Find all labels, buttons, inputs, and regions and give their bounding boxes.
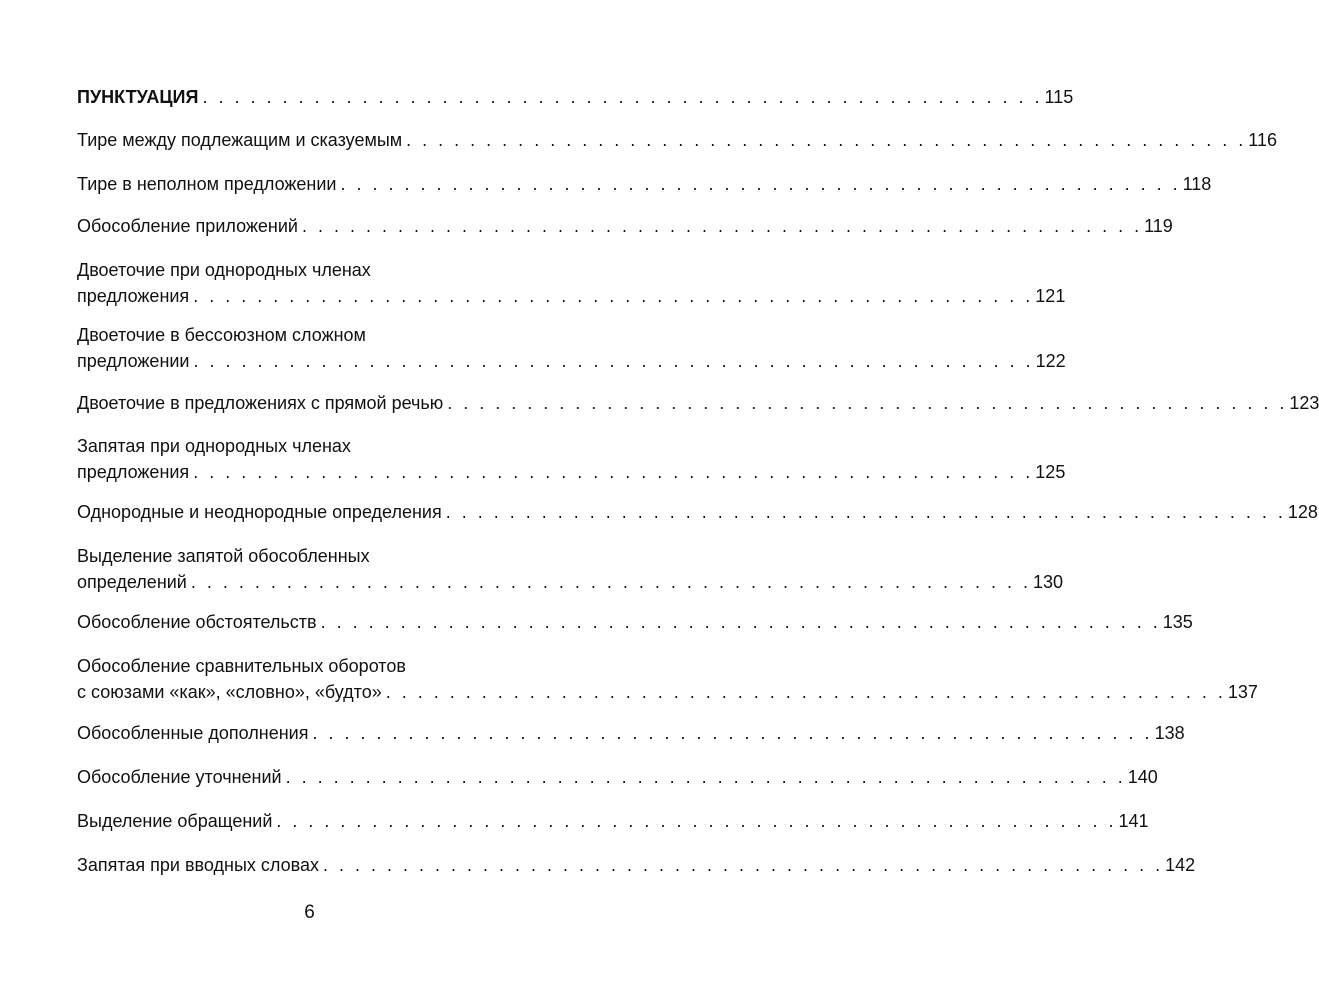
toc-entry [77,257,1066,309]
toc-entry-page-number: 118 [1182,174,1212,194]
toc-entry [77,213,1173,239]
toc-entry-title-line: Выделение запятой обособленных [77,546,370,566]
dot-leader: . . . . . . . . . . . . . . . . . . . . . . . . . . . . . . . . . . . . . . . . . . . . . . . . . . . . . [320,612,1161,632]
dot-leader: . . . . . . . . . . . . . . . . . . . . . . . . . . . . . . . . . . . . . . . . . . . . . . . . . . . . . [340,174,1181,194]
toc-entry-page-number: 123 [1289,393,1319,413]
toc-entry [77,653,1258,705]
toc-entry-title: Выделение обращений [77,811,273,831]
toc-entry [77,808,1149,834]
toc-entry-page-number: 130 [1032,572,1064,592]
toc-entry-title: предложения [77,462,190,482]
toc-entry-title: ПУНКТУАЦИЯ [77,87,199,107]
toc-entry-title-line: Обособление сравнительных оборотов [77,656,406,676]
toc-entry-title: Запятая при вводных словах [77,855,319,875]
toc-entry-title-line: Двоеточие при однородных членах [77,260,371,280]
toc-entry-page-number: 125 [1035,462,1066,482]
dot-leader: . . . . . . . . . . . . . . . . . . . . . . . . . . . . . . . . . . . . . . . . . . . . . . . . . . . . . [385,682,1226,702]
toc-entry [77,499,1318,525]
dot-leader: . . . . . . . . . . . . . . . . . . . . . . . . . . . . . . . . . . . . . . . . . . . . . . . . . . . . . [193,462,1034,482]
toc-entry-title-line: Двоеточие в бессоюзном сложном [77,325,366,345]
toc-entry-title: определений [77,572,187,592]
dot-leader: . . . . . . . . . . . . . . . . . . . . . . . . . . . . . . . . . . . . . . . . . . . . . . . . . . . . . [193,286,1034,306]
toc-entry [77,609,1193,635]
toc-entry-page-number: 115 [1044,87,1074,107]
dot-leader: . . . . . . . . . . . . . . . . . . . . . . . . . . . . . . . . . . . . . . . . . . . . . . . . . . . . . [445,502,1286,522]
toc-entry-title: Обособленные дополнения [77,723,309,743]
toc-entry-title: Обособление обстоятельств [77,612,317,632]
dot-leader: . . . . . . . . . . . . . . . . . . . . . . . . . . . . . . . . . . . . . . . . . . . . . . . . . . . . . [406,130,1247,150]
toc-entry [77,433,1066,485]
toc-entry-title: Однородные и неоднородные определения [77,502,442,522]
toc-entry-title: Тире между подлежащим и сказуемым [77,130,403,150]
toc-entry-title: предложении [77,351,190,371]
toc-entry [77,764,1158,790]
toc-entry [77,720,1185,746]
toc-entry-page-number: 116 [1248,130,1277,150]
dot-leader: . . . . . . . . . . . . . . . . . . . . . . . . . . . . . . . . . . . . . . . . . . . . . . . . . . . . . [447,393,1288,413]
toc-entry-title: Двоеточие в предложениях с прямой речью [77,393,444,413]
toc-entry [77,852,1196,878]
dot-leader: . . . . . . . . . . . . . . . . . . . . . . . . . . . . . . . . . . . . . . . . . . . . . . . . . . . . . [301,216,1143,236]
toc-entry-page-number: 122 [1035,351,1066,371]
toc-section-heading [77,84,1074,110]
toc-entry-page-number: 141 [1118,811,1149,831]
toc-entry-title: Обособление уточнений [77,767,282,787]
toc-entry [77,322,1066,374]
toc-entry-page-number: 128 [1287,502,1318,522]
toc-entry-title: с союзами «как», «словно», «будто» [77,682,382,702]
dot-leader: . . . . . . . . . . . . . . . . . . . . . . . . . . . . . . . . . . . . . . . . . . . . . . . . . . . . . [285,767,1126,787]
dot-leader: . . . . . . . . . . . . . . . . . . . . . . . . . . . . . . . . . . . . . . . . . . . . . . . . . . . . . [323,855,1164,875]
toc-entry-title-line: Запятая при однородных членах [77,436,351,456]
toc-entry-title: Тире в неполном предложении [77,174,337,194]
toc-entry-page-number: 140 [1127,767,1158,787]
toc-entry [77,390,1319,416]
toc-entry-page-number: 142 [1165,855,1196,875]
dot-leader: . . . . . . . . . . . . . . . . . . . . . . . . . . . . . . . . . . . . . . . . . . . . . . . . . . . . . [190,572,1031,592]
toc-entry-page-number: 135 [1162,612,1193,632]
toc-entry-title: Обособление приложений [77,216,298,236]
dot-leader: . . . . . . . . . . . . . . . . . . . . . . . . . . . . . . . . . . . . . . . . . . . . . . . . . . . . . [312,723,1153,743]
toc-entry-title: предложения [77,286,190,306]
toc-entry-page-number: 121 [1035,286,1066,306]
dot-leader: . . . . . . . . . . . . . . . . . . . . . . . . . . . . . . . . . . . . . . . . . . . . . . . . . . . . . [202,87,1043,107]
toc-entry [77,543,1064,595]
toc-entry-page-number: 138 [1154,723,1185,743]
toc-entry-page-number: 119 [1144,216,1173,236]
toc-entry [77,171,1212,197]
page-number: 6 [304,902,315,923]
toc-entry [77,127,1277,153]
dot-leader: . . . . . . . . . . . . . . . . . . . . . . . . . . . . . . . . . . . . . . . . . . . . . . . . . . . . . [193,351,1034,371]
dot-leader: . . . . . . . . . . . . . . . . . . . . . . . . . . . . . . . . . . . . . . . . . . . . . . . . . . . . . [276,811,1117,831]
toc-entry-page-number: 137 [1227,682,1258,702]
